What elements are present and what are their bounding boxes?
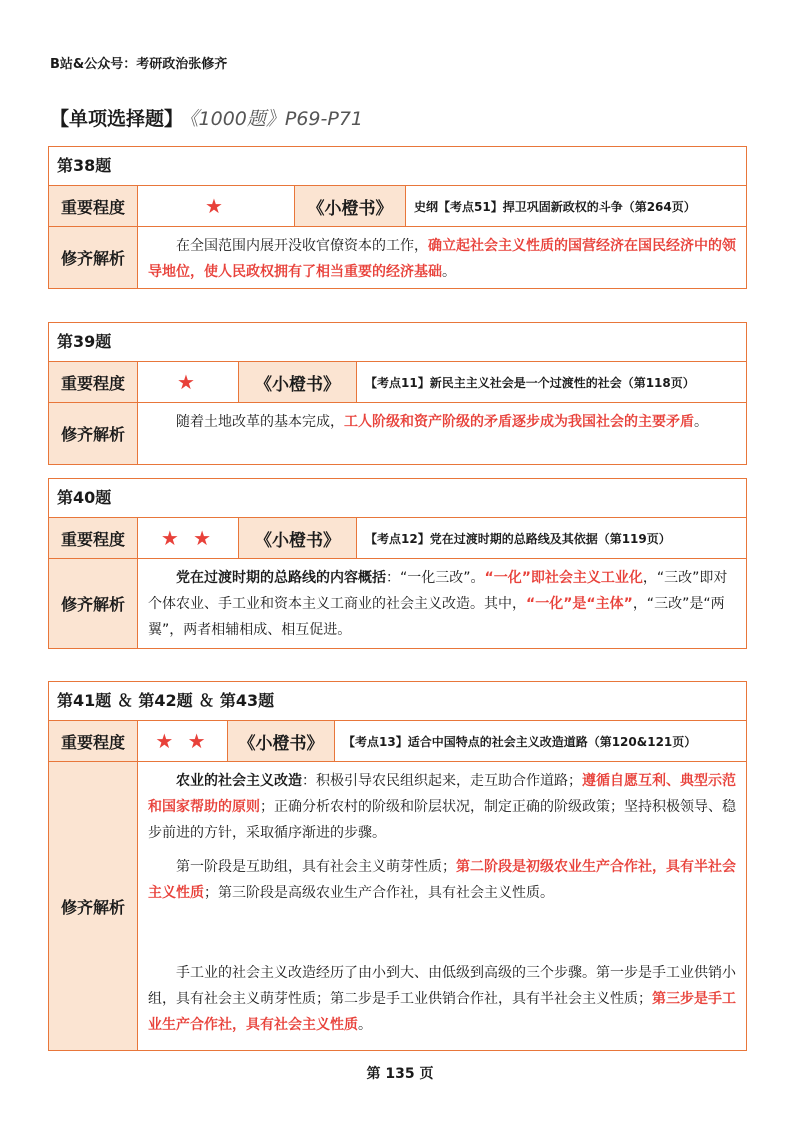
importance-row <box>49 721 746 762</box>
analysis-paragraph <box>148 565 736 643</box>
analysis-paragraph <box>148 960 736 1038</box>
analysis-text-run: ：“一化三改”。 <box>386 570 485 586</box>
importance-label: 重要程度 <box>49 518 138 558</box>
book-label: 《小橙书》 <box>228 721 335 761</box>
importance-label: 重要程度 <box>49 362 138 402</box>
analysis-paragraph <box>148 768 736 846</box>
analysis-text-run: ；第三阶段是高级农业生产合作社，具有社会主义性质。 <box>204 885 554 901</box>
highlight-text: 第二阶段是初级农业生产合作社，具有半社会主义性质 <box>148 859 736 901</box>
highlight-text: 确立起社会主义性质的国营经济在国民经济中的领导地位，使人民政权拥有了相当重要的经济基础 <box>148 238 736 280</box>
section-ref: 《1000题》P69-P71 <box>189 108 363 130</box>
bold-text: 农业的社会主义改造 <box>176 773 302 789</box>
highlight-text: “一化”即社会主义工业化 <box>484 570 643 586</box>
analysis-text-run: 第一阶段是互助组，具有社会主义萌芽性质； <box>176 859 456 875</box>
analysis-label: 修齐解析 <box>49 762 138 1050</box>
analysis-label: 修齐解析 <box>49 559 138 648</box>
kaodian-ref: 【考点13】适合中国特点的社会主义改造道路（第120&121页） <box>343 734 697 749</box>
importance-stars: ★ ★ <box>138 518 239 558</box>
kaodian-ref: 史纲【考点51】捍卫巩固新政权的斗争（第264页） <box>414 199 696 214</box>
analysis-label: 修齐解析 <box>49 227 138 288</box>
analysis-label: 修齐解析 <box>49 403 138 464</box>
analysis-text-run: 。 <box>358 1017 372 1033</box>
book-label: 《小橙书》 <box>295 186 406 226</box>
question-title: 第39题 <box>49 323 746 362</box>
analysis-text-run: ；正确分析农村的阶级和阶层状况，制定正确的阶级政策；坚持积极领导、稳步前进的方针，采取循序渐进的步骤。 <box>148 799 736 841</box>
question-block <box>48 322 747 465</box>
analysis-row <box>49 762 746 1050</box>
importance-label: 重要程度 <box>49 186 138 226</box>
highlight-text: 遵循自愿互利、典型示范和国家帮助的原则 <box>148 773 736 815</box>
question-title: 第41题 ＆ 第42题 ＆ 第43题 <box>49 682 746 721</box>
highlight-text: 工人阶级和资产阶级的矛盾逐步成为我国社会的主要矛盾 <box>344 414 694 430</box>
question-block <box>48 146 747 289</box>
header-source: B站&公众号：考研政治张修齐 <box>50 57 228 72</box>
highlight-text: “一化”是“主体” <box>526 596 633 612</box>
highlight-text: 第三步是手工业生产合作社，具有社会主义性质 <box>148 991 736 1033</box>
kaodian-ref: 【考点11】新民主主义社会是一个过渡性的社会（第118页） <box>365 375 695 390</box>
bold-text: 党在过渡时期的总路线的内容概括 <box>176 570 386 586</box>
analysis-row <box>49 559 746 648</box>
analysis-paragraph <box>148 854 736 906</box>
importance-stars: ★ ★ <box>138 721 228 761</box>
analysis-text <box>138 762 746 1050</box>
importance-stars: ★ <box>138 186 295 226</box>
page-number: 第 135 页 <box>366 1066 434 1082</box>
importance-stars: ★ <box>138 362 239 402</box>
analysis-text-run: ，“三改”即对个体农业、手工业和资本主义工商业的社会主义改造。其中， <box>148 570 728 612</box>
analysis-row <box>49 403 746 464</box>
analysis-text <box>138 403 746 464</box>
analysis-row <box>49 227 746 288</box>
analysis-text-run: 随着土地改革的基本完成， <box>176 414 344 430</box>
analysis-text <box>138 559 746 648</box>
book-label: 《小橙书》 <box>239 362 357 402</box>
importance-row <box>49 362 746 403</box>
kaodian-ref: 【考点12】党在过渡时期的总路线及其依据（第119页） <box>365 531 671 546</box>
importance-row <box>49 518 746 559</box>
analysis-text-run: 在全国范围内展开没收官僚资本的工作， <box>176 238 428 254</box>
section-title <box>50 104 363 131</box>
book-label: 《小橙书》 <box>239 518 357 558</box>
question-block <box>48 478 747 649</box>
question-block <box>48 681 747 1051</box>
analysis-paragraph <box>148 409 736 435</box>
analysis-text-run: ，“三改”是“两翼”，两者相辅相成、相互促进。 <box>148 596 725 638</box>
analysis-text-run: 。 <box>442 264 456 280</box>
importance-label: 重要程度 <box>49 721 138 761</box>
analysis-text-run: 手工业的社会主义改造经历了由小到大、由低级到高级的三个步骤。第一步是手工业供销小组，具有社会主义萌芽性质；第二步是手工业供销合作社，具有半社会主义性质； <box>148 965 736 1007</box>
analysis-text-run: 。 <box>694 414 708 430</box>
analysis-text-run: ：积极引导农民组织起来，走互助合作道路； <box>302 773 582 789</box>
question-title: 第40题 <box>49 479 746 518</box>
question-title: 第38题 <box>49 147 746 186</box>
importance-row <box>49 186 746 227</box>
section-type: 【单项选择题】 <box>50 108 184 130</box>
analysis-text <box>138 227 746 288</box>
analysis-paragraph <box>148 233 736 285</box>
